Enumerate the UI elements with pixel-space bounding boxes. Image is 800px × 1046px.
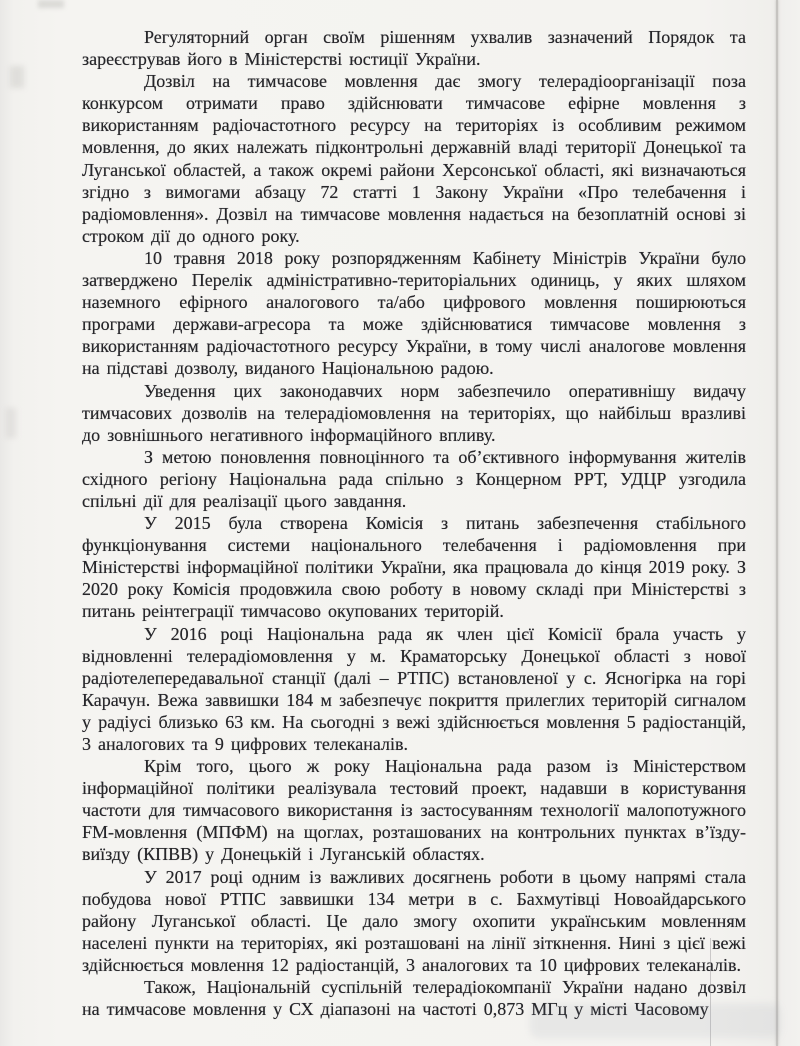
paragraph: У 2015 була створена Комісія з питань забезпечення стабільного функціонування системи національного телебачення і радіомовлення при Міністерстві інформаційної політики України, яка працювала до кінця 2019 року. З 2020 року Комісія продовжила свою роботу в новому складі при Міністерстві з питань реінтеграції тимчасово окупованих територій. bbox=[82, 513, 746, 622]
paragraph: Дозвіл на тимчасове мовлення дає змогу телерадіоорганізації поза конкурсом отримати право здійснювати тимчасове ефірне мовлення з використанням радіочастотного ресурсу на територіях із особливим режимом мовлення, до яких належать підконтрольні державній владі території Донецької та Луганської областей, а також окремі райони Херсонської області, які визначаються згідно з вимогами абзацу 72 статті 1 Закону України «Про телебачення і радіомовлення». Дозвіл на тимчасове мовлення надається на безоплатній основі зі строком дії до одного року. bbox=[82, 71, 746, 246]
scan-smudge-left bbox=[10, 66, 24, 88]
scan-smudge-left bbox=[6, 408, 16, 438]
scan-page-edge-line bbox=[776, 0, 778, 1046]
paragraph: Також, Національній суспільній телерадіокомпанії України надано дозвіл на тимчасове мовлення у СХ діапазоні на частоті 0,873 МГц у місті Часовому bbox=[82, 977, 746, 1020]
scan-smudge-bottom bbox=[530, 1004, 780, 1038]
paragraph: 10 травня 2018 року розпорядженням Кабінету Міністрів України було затверджено Перелік адміністративно-територіальних одиниць, у яких шляхом наземного ефірного аналогового та/або цифрового мовлення поширюються програми держави-агресора та може здійснюватися тимчасове мовлення з використанням радіочастотного ресурсу України, в тому числі аналогове мовлення на підставі дозволу, виданого Національною радою. bbox=[82, 247, 746, 379]
paragraph: У 2017 році одним із важливих досягнень роботи в цьому напрямі стала побудова нової РТПС заввишки 134 метри в с. Бахмутівці Новоайдарського району Луганської області. Це дало змогу охопити українським мовленням населені пункти на територіях, які розташовані на лінії зіткнення. Нині з цієї вежі здійснюється мовлення 12 радіостанцій, 3 аналогових та 10 цифрових телеканалів. bbox=[82, 866, 746, 975]
paragraph: Крім того, цього ж року Національна рада разом із Міністерством інформаційної політики реалізувала тестовий проект, надавши в користування частоти для тимчасового використання із застосуванням технології малопотужного FM-мовлення (МПФМ) на щоглах, розташованих на контрольних пунктах в’їзду-виїзду (КПВВ) у Донецькій і Луганській областях. bbox=[82, 756, 746, 865]
paragraph: Уведення цих законодавчих норм забезпечило оперативнішу видачу тимчасових дозволів на телерадіомовлення на територіях, що найбільш вразливі до зовнішнього негативного інформаційного впливу. bbox=[82, 380, 746, 445]
document-text-block bbox=[82, 26, 746, 1020]
scan-smudge-top bbox=[38, 0, 64, 8]
paragraph: Регуляторний орган своїм рішенням ухвалив зазначений Порядок та зареєстрував його в Міністерстві юстиції України. bbox=[82, 27, 746, 70]
paragraph: З метою поновлення повноцінного та об’єктивного інформування жителів східного регіону Національна рада спільно з Концерном РРТ, УДЦР узгодила спільні дії для реалізації цього завдання. bbox=[82, 446, 746, 511]
paragraph: У 2016 році Національна рада як член цієї Комісії брала участь у відновленні телерадіомовлення у м. Краматорську Донецької області з нової радіотелепередавальної станції (далі – РТПС) встановленої у с. Ясногірка на горі Карачун. Вежа заввишки 184 м забезпечує покриття прилеглих територій сигналом у радіусі близько 63 км. На сьогодні з вежі здійснюється мовлення 5 радіостанцій, 3 аналогових та 9 цифрових телеканалів. bbox=[82, 623, 746, 754]
